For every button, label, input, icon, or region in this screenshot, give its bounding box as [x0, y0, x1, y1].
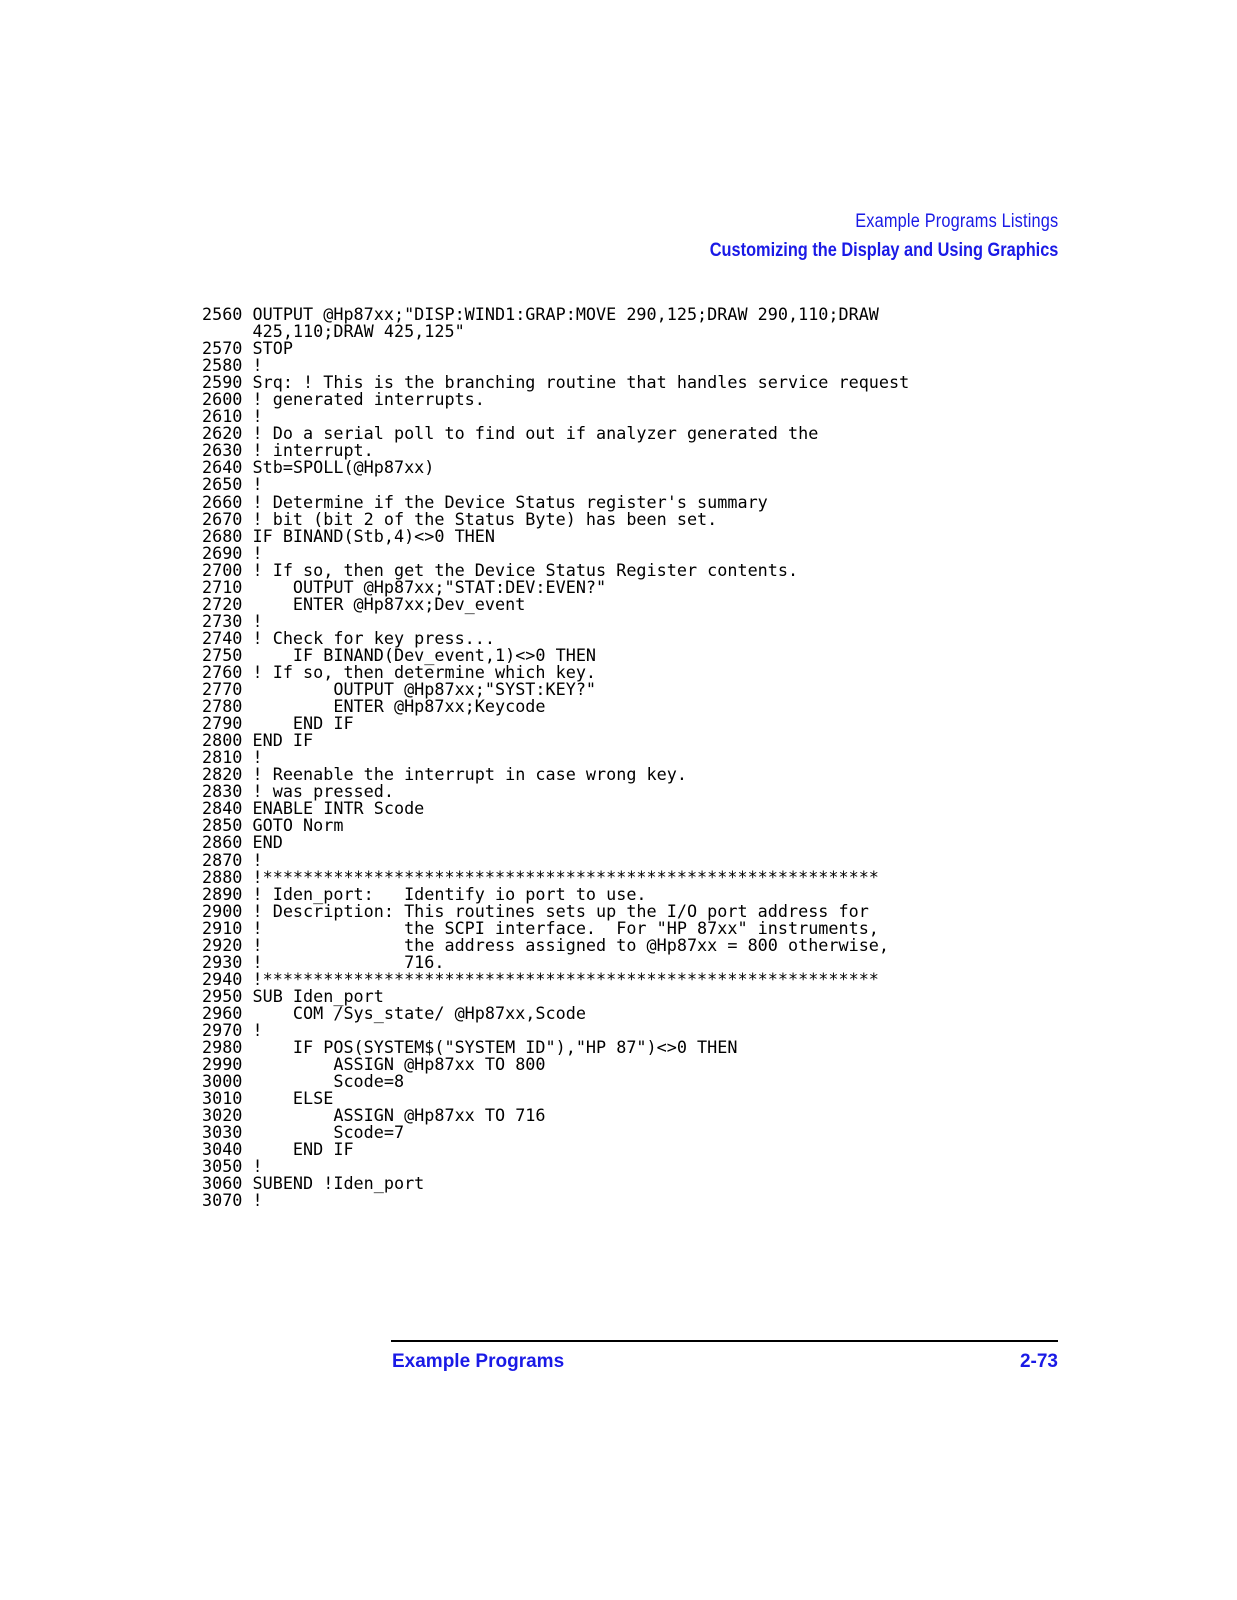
- code-line: 2590 Srq: ! This is the branching routine that handles service request: [202, 372, 910, 393]
- code-line: 2930 ! 716.: [202, 951, 445, 972]
- code-line: 3010 ELSE: [202, 1088, 334, 1109]
- code-line: 2730 !: [202, 610, 263, 631]
- code-line: 2860 END: [202, 832, 283, 853]
- code-line: 2870 !: [202, 849, 263, 870]
- code-line: 2990 ASSIGN @Hp87xx TO 800: [202, 1054, 546, 1075]
- code-line: 2800 END IF: [202, 730, 314, 751]
- code-line: 3060 SUBEND !Iden_port: [202, 1173, 425, 1194]
- code-line: 2580 !: [202, 355, 263, 376]
- code-line: 2790 END IF: [202, 713, 354, 734]
- code-line: 2940 !*************************************************************: [202, 968, 879, 989]
- page-number: 2-73: [1019, 1351, 1058, 1372]
- code-line: 2620 ! Do a serial poll to find out if analyzer generated the: [202, 423, 819, 444]
- code-line: 2740 ! Check for key press...: [202, 627, 495, 648]
- code-line: 2700 ! If so, then get the Device Status Register contents.: [202, 559, 799, 580]
- code-line: 2760 ! If so, then determine which key.: [202, 661, 597, 682]
- code-line: 2850 GOTO Norm: [202, 815, 344, 836]
- code-line: 2680 IF BINAND(Stb,4)<>0 THEN: [202, 525, 495, 546]
- code-line: 2950 SUB Iden_port: [202, 985, 384, 1006]
- code-line: 2670 ! bit (bit 2 of the Status Byte) has been set.: [202, 508, 718, 529]
- code-line: 2830 ! was pressed.: [202, 781, 394, 802]
- code-line: 2820 ! Reenable the interrupt in case wrong key.: [202, 764, 687, 785]
- footer-divider: [391, 1340, 1058, 1342]
- code-listing: [202, 306, 909, 1209]
- code-line: 3030 Scode=7: [202, 1122, 405, 1143]
- code-line: 2920 ! the address assigned to @Hp87xx = 800 otherwise,: [202, 934, 890, 955]
- code-line: 2710 OUTPUT @Hp87xx;"STAT:DEV:EVEN?": [202, 576, 607, 597]
- code-line: 2720 ENTER @Hp87xx;Dev_event: [202, 593, 526, 614]
- code-line: 2970 !: [202, 1019, 263, 1040]
- code-line: 2910 ! the SCPI interface. For "HP 87xx" instruments,: [202, 917, 879, 938]
- code-line: 2880 !*************************************************************: [202, 866, 879, 887]
- code-line: 2750 IF BINAND(Dev_event,1)<>0 THEN: [202, 644, 597, 665]
- code-line: 3050 !: [202, 1156, 263, 1177]
- code-line: 2640 Stb=SPOLL(@Hp87xx): [202, 457, 435, 478]
- code-line: 2570 STOP: [202, 338, 293, 359]
- code-line: 3000 Scode=8: [202, 1071, 405, 1092]
- code-line: 2770 OUTPUT @Hp87xx;"SYST:KEY?": [202, 679, 597, 700]
- code-line: 425,110;DRAW 425,125": [202, 321, 465, 342]
- code-line: 2780 ENTER @Hp87xx;Keycode: [202, 696, 546, 717]
- code-line: 2660 ! Determine if the Device Status register's summary: [202, 491, 768, 512]
- code-line: 2560 OUTPUT @Hp87xx;"DISP:WIND1:GRAP:MOVE 290,125;DRAW 290,110;DRAW: [202, 304, 879, 324]
- code-line: 2650 !: [202, 474, 263, 495]
- code-line: 2690 !: [202, 542, 263, 563]
- code-line: 2840 ENABLE INTR Scode: [202, 798, 425, 819]
- code-line: 2600 ! generated interrupts.: [202, 389, 485, 410]
- code-line: 3040 END IF: [202, 1139, 354, 1160]
- code-line: 2980 IF POS(SYSTEM$("SYSTEM ID"),"HP 87")<>0 THEN: [202, 1037, 738, 1058]
- code-line: 3070 !: [202, 1190, 263, 1211]
- code-line: 2900 ! Description: This routines sets up the I/O port address for: [202, 900, 869, 921]
- code-line: 2890 ! Iden_port: Identify io port to use.: [202, 883, 647, 904]
- code-line: 2960 COM /Sys_state/ @Hp87xx,Scode: [202, 1002, 586, 1023]
- footer-chapter-title: Example Programs: [392, 1351, 565, 1372]
- code-line: 2610 !: [202, 406, 263, 427]
- code-line: 2630 ! interrupt.: [202, 440, 374, 461]
- code-line: 3020 ASSIGN @Hp87xx TO 716: [202, 1105, 546, 1126]
- code-line: 2810 !: [202, 747, 263, 768]
- running-header: [653, 210, 1058, 263]
- section-title: Example Programs Listings: [854, 211, 1058, 232]
- page-title: Customizing the Display and Using Graphics: [709, 240, 1058, 261]
